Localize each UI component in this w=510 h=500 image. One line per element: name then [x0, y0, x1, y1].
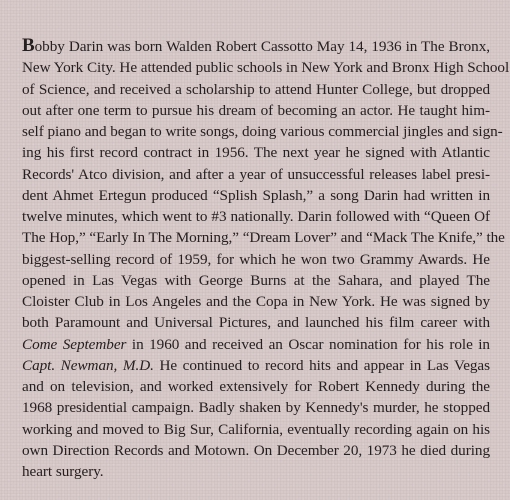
text-line	[22, 312, 490, 333]
text-line	[22, 36, 490, 57]
text-line	[22, 270, 490, 291]
text-segment: ing his first record contract in 1956. The next year he signed with Atlantic	[22, 144, 490, 162]
text-segment: and on television, and worked extensively for Robert Kennedy during the	[22, 378, 490, 395]
film-title: Capt. Newman, M.D.	[22, 356, 154, 374]
text-segment: self piano and began to write songs, doing various commercial jingles and sign-	[22, 123, 503, 140]
text-line	[22, 397, 490, 418]
text-line	[22, 334, 490, 355]
text-segment: biggest-selling record of 1959, for which he won two Grammy Awards. He	[22, 250, 490, 268]
text-line	[22, 206, 490, 227]
text-line	[22, 376, 490, 397]
text-line	[22, 419, 490, 440]
text-segment: opened in Las Vegas with George Burns at the Sahara, and played The	[22, 271, 490, 289]
text-segment: of Science, and received a scholarship to attend Hunter College, but dropped	[22, 80, 490, 98]
text-segment: obby Darin was born Walden Robert Cassotto May 14, 1936 in The Bronx,	[34, 38, 490, 55]
text-line	[22, 57, 510, 78]
text-segment: out after one term to pursue his dream of becoming an actor. He taught him-	[22, 101, 490, 119]
text-line	[22, 291, 490, 312]
text-line	[22, 440, 490, 461]
text-line	[22, 461, 490, 482]
text-segment: New York City. He attended public schools in New York and Bronx High School	[22, 59, 510, 77]
text-segment: dent Ahmet Ertegun produced “Splish Splash,” a song Darin had written in	[22, 186, 490, 204]
drop-cap-letter: B	[22, 35, 35, 56]
text-line	[22, 185, 490, 206]
text-line	[22, 227, 505, 248]
text-line	[22, 79, 490, 100]
film-title: Come September	[22, 335, 127, 353]
text-line	[22, 164, 490, 185]
text-line	[22, 121, 503, 142]
text-segment: twelve minutes, which went to #3 nationally. Darin followed with “Queen Of	[22, 208, 490, 225]
text-line	[22, 142, 490, 163]
text-line	[22, 100, 490, 121]
text-segment: Cloister Club in Los Angeles and the Copa in New York. He was signed by	[22, 293, 490, 310]
text-segment: 1968 presidential campaign. Badly shaken by Kennedy's murder, he stopped	[22, 399, 490, 417]
text-segment: own Direction Records and Motown. On December 20, 1973 he died during	[22, 441, 490, 459]
text-segment: in 1960 and received an Oscar nomination for his role in	[126, 335, 490, 353]
text-segment: working and moved to Big Sur, California, eventually recording again on his	[22, 420, 490, 438]
biography-paragraph	[22, 35, 510, 482]
text-segment: Records' Atco division, and after a year of unsuccessful releases label presi-	[22, 165, 490, 183]
text-segment: heart surgery.	[22, 463, 104, 480]
text-segment: both Paramount and Universal Pictures, and launched his film career with	[22, 314, 490, 332]
text-line	[22, 355, 490, 376]
text-segment: He continued to record hits and appear in Las Vegas	[153, 356, 490, 374]
text-segment: The Hop,” “Early In The Morning,” “Dream Lover” and “Mack The Knife,” the	[22, 229, 505, 247]
text-line	[22, 249, 490, 270]
